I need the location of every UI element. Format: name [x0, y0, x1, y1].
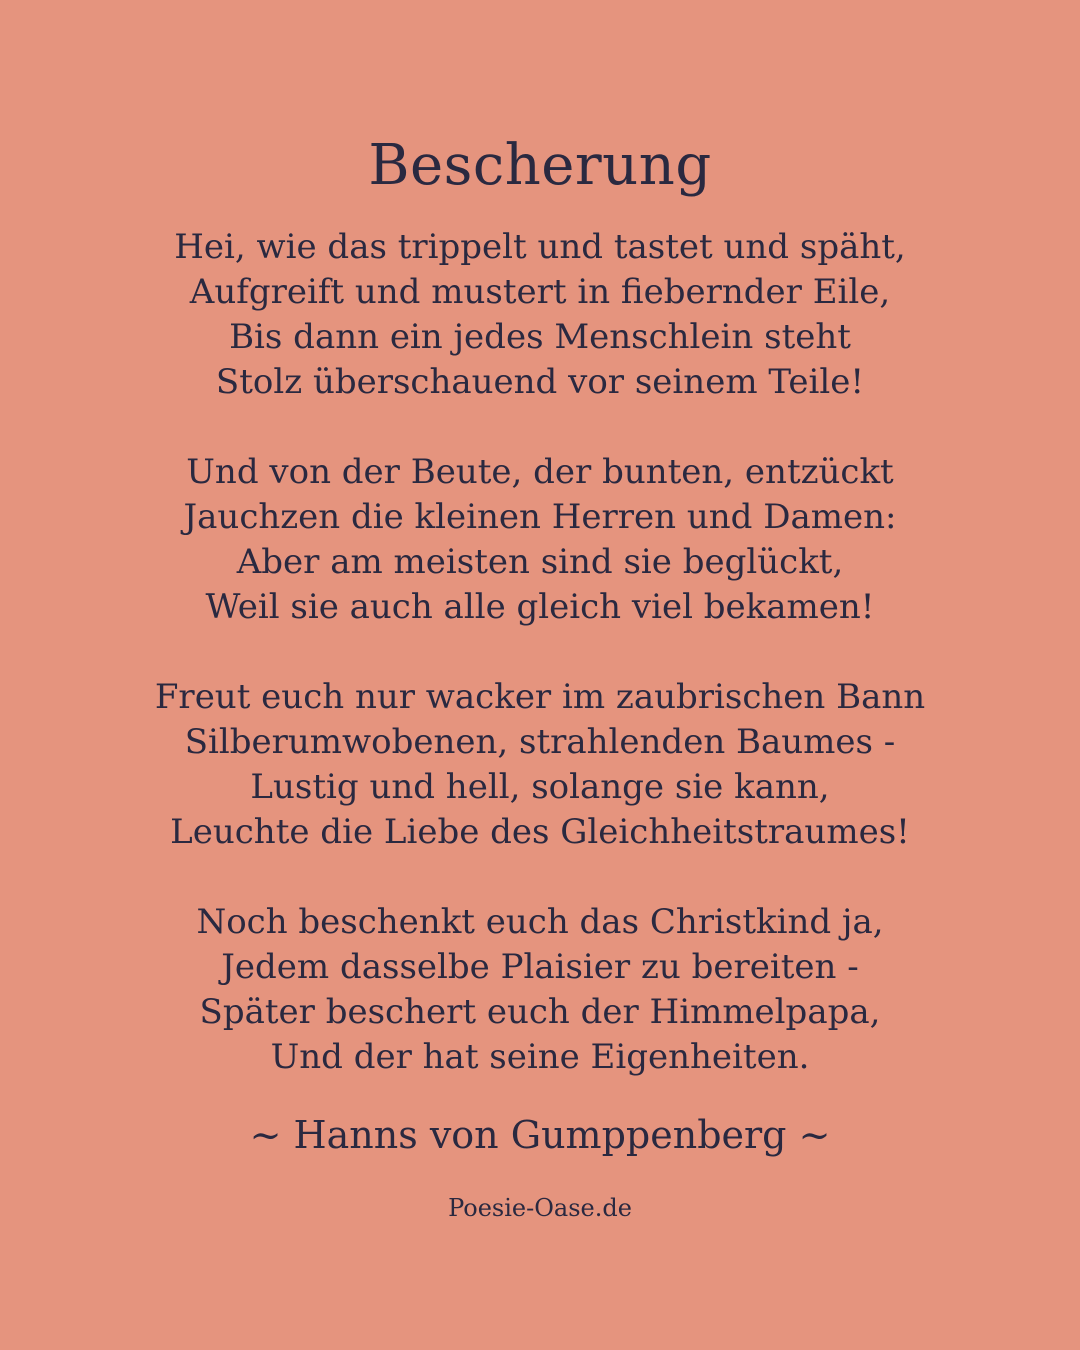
poem-line: Stolz überschauend vor seinem Teile!	[215, 362, 865, 402]
poem-line: Lustig und hell, solange sie kann,	[250, 767, 830, 807]
stanza-3	[0, 675, 1080, 855]
poem-line: Später beschert euch der Himmelpapa,	[199, 992, 881, 1032]
poem-line: Leuchte die Liebe des Gleichheitstraumes!	[170, 812, 910, 852]
poem-line: Aber am meisten sind sie beglückt,	[236, 542, 844, 582]
poem-line: Jauchzen die kleinen Herren und Damen:	[183, 497, 897, 537]
poem-line: Und der hat seine Eigenheiten.	[270, 1037, 810, 1077]
poem-line: Aufgreift und mustert in fiebernder Eile,	[189, 272, 891, 312]
poem-line: Hei, wie das trippelt und tastet und späht,	[174, 227, 906, 267]
poem-line: Noch beschenkt euch das Christkind ja,	[196, 902, 884, 942]
source-website: Poesie-Oase.de	[448, 1194, 632, 1222]
stanza-2	[0, 450, 1080, 630]
poem-line: Jedem dasselbe Plaisier zu bereiten -	[221, 947, 859, 987]
poem-author: ~ Hanns von Gumppenberg ~	[249, 1113, 831, 1157]
poem-body	[0, 225, 1080, 1125]
poem-line: Weil sie auch alle gleich viel bekamen!	[205, 587, 875, 627]
poem-line: Freut euch nur wacker im zaubrischen Bann	[154, 677, 926, 717]
stanza-4	[0, 900, 1080, 1080]
poem-line: Und von der Beute, der bunten, entzückt	[186, 452, 894, 492]
poem-title: Bescherung	[368, 133, 712, 198]
stanza-1	[0, 225, 1080, 405]
poem-line: Silberumwobenen, strahlenden Baumes -	[184, 722, 896, 762]
poem-line: Bis dann ein jedes Menschlein steht	[229, 317, 851, 357]
